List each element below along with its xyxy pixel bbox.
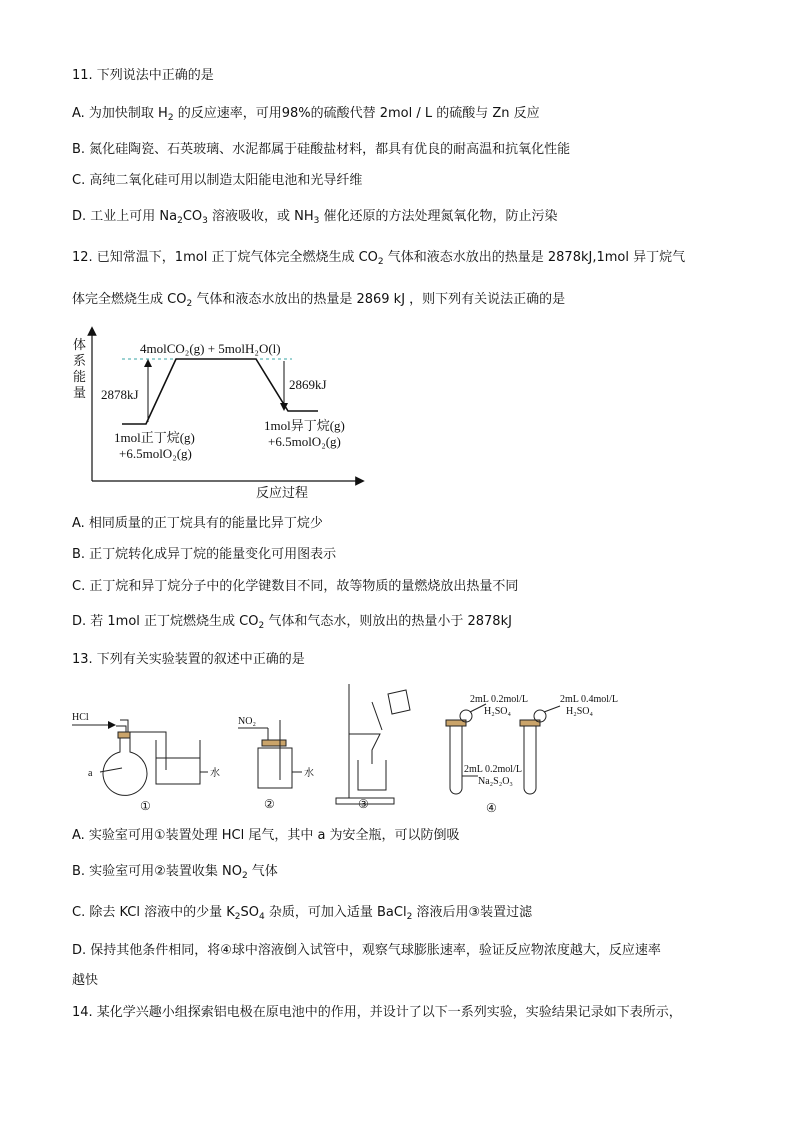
apparatus-figure bbox=[66, 680, 636, 815]
tube2-label: 2mL 0.4mol/L bbox=[560, 694, 618, 705]
q12-option-a: A. 相同质量的正丁烷具有的能量比异丁烷少 bbox=[72, 516, 323, 531]
energy-diagram bbox=[60, 325, 370, 505]
q11-option-a: A. 为加快制取 $H_2$ 的反应速率，可用98%的硫酸代替 2mol / L 的硫酸与 Zn 反应 bbox=[72, 106, 540, 123]
label-a: a bbox=[88, 768, 93, 779]
left-energy-label: 2878kJ bbox=[101, 387, 139, 402]
q12-option-c: C. 正丁烷和异丁烷分子中的化学键数目不同，故等物质的量燃烧放出热量不同 bbox=[72, 579, 519, 594]
device-number-1: ① bbox=[140, 799, 151, 813]
right-state-line2: +6.5molO₂(g) bbox=[268, 434, 341, 449]
q13-option-d-line2: 越快 bbox=[72, 973, 99, 988]
y-label-4: 量 bbox=[73, 385, 87, 400]
q12-option-d: D. 若 1mol 正丁烷燃烧生成 $CO_2$ 气体和气态水，则放出的热量小于 2878kJ bbox=[72, 614, 512, 631]
y-label-2: 系 bbox=[73, 353, 87, 368]
label-hcl: HCl bbox=[72, 712, 89, 723]
right-state-line1: 1mol异丁烷(g) bbox=[264, 418, 345, 433]
y-label-1: 体 bbox=[73, 337, 87, 352]
q11-stem: 11. 下列说法中正确的是 bbox=[72, 68, 214, 83]
q12-stem-line2: 体完全燃烧生成 $CO_2$ 气体和液态水放出的热量是 2869 kJ ，则下列有关说法正确的是 bbox=[72, 292, 566, 309]
device-number-2: ② bbox=[264, 797, 275, 811]
device-number-3: ③ bbox=[358, 797, 369, 811]
tube2-label-b: H₂SO₄ bbox=[566, 706, 593, 717]
q13-option-b: B. 实验室可用②装置收集 $NO_2$ 气体 bbox=[72, 864, 278, 881]
right-energy-label: 2869kJ bbox=[289, 377, 327, 392]
q13-option-c: C. 除去 KCl 溶液中的少量 $K_2SO_4$ 杂质，可加入适量 BaCl$_2$ 溶液后用③装置过滤 bbox=[72, 905, 533, 922]
x-label: 反应过程 bbox=[256, 485, 309, 500]
label-no2: NO₂ bbox=[238, 716, 256, 727]
tube1-label: 2mL 0.2mol/L bbox=[470, 694, 528, 705]
q12-stem-line1: 12. 已知常温下，1mol 正丁烷气体完全燃烧生成 $CO_2$ 气体和液态水放出的热量是 2878kJ,1mol 异丁烷气 bbox=[72, 250, 686, 267]
y-label-3: 能 bbox=[73, 369, 87, 384]
left-state-line2: +6.5molO₂(g) bbox=[119, 446, 192, 461]
q13-option-d-line1: D. 保持其他条件相同，将④球中溶液倒入试管中，观察气球膨胀速率，验证反应物浓度越大，反应速率 bbox=[72, 943, 661, 958]
top-level-label: 4molCO₂(g) + 5molH₂O(l) bbox=[140, 341, 281, 356]
q12-option-b: B. 正丁烷转化成异丁烷的能量变化可用图表示 bbox=[72, 547, 337, 562]
left-state-line1: 1mol正丁烷(g) bbox=[114, 430, 195, 445]
tube3-label-b: Na₂S₂O₃ bbox=[478, 776, 513, 787]
device-number-4: ④ bbox=[486, 801, 497, 815]
tube3-label: 2mL 0.2mol/L bbox=[464, 764, 522, 775]
q13-option-a: A. 实验室可用①装置处理 HCl 尾气，其中 a 为安全瓶，可以防倒吸 bbox=[72, 828, 460, 843]
q14-stem: 14. 某化学兴趣小组探索铝电极在原电池中的作用，并设计了以下一系列实验，实验结果记录如下表所示， bbox=[72, 1005, 682, 1020]
label-water-2: 水 bbox=[304, 768, 314, 779]
q13-stem: 13. 下列有关实验装置的叙述中正确的是 bbox=[72, 652, 305, 667]
q11-option-c: C. 高纯二氧化硅可用以制造太阳能电池和光导纤维 bbox=[72, 173, 363, 188]
q11-option-d: D. 工业上可用 $Na_2CO_3$ 溶液吸收，或 $NH_3$ 催化还原的方法处理氮氧化物，防止污染 bbox=[72, 209, 558, 226]
tube1-label-b: H₂SO₄ bbox=[484, 706, 511, 717]
label-water-1: 水 bbox=[210, 768, 220, 779]
q11-option-b: B. 氮化硅陶瓷、石英玻璃、水泥都属于硅酸盐材料，都具有优良的耐高温和抗氧化性能 bbox=[72, 142, 571, 157]
